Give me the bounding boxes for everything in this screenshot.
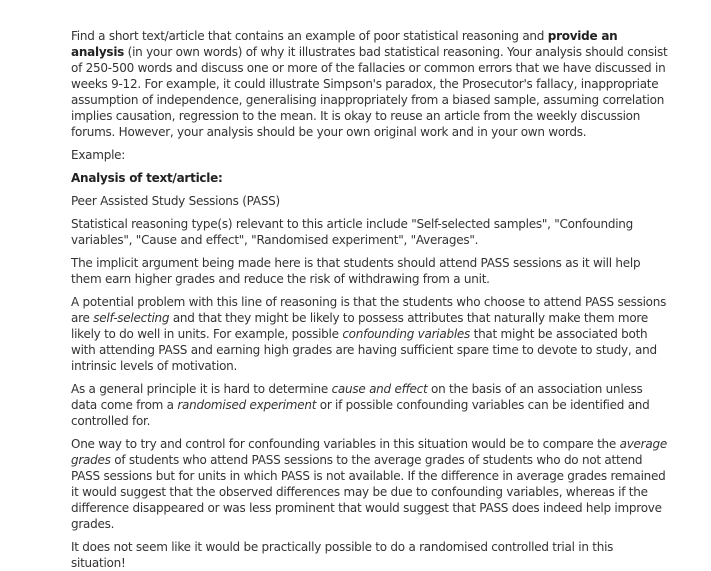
assignment-instructions bbox=[71, 28, 671, 140]
instructions-text-start: Find a short text/article that contains an example of poor statistical reasoning and bbox=[71, 29, 548, 43]
control-text-1: One way to try and control for confounding variables in this situation would be to compare the bbox=[71, 437, 620, 451]
instructions-text-end: (in your own words) of why it illustrates bad statistical reasoning. Your analysis should consist of 250-500 words and discuss one or more of the fallacies or common errors that we have discussed in weeks 9-12. For example, it could illustrate Simpson's paradox, the Prosecutor's fallacy, inappropriate assumption of independence, generalising inappropriately from a biased sample, assuming correlation implies causation, regression to the mean. It is okay to reuse an article from the weekly discussion forums. However, your analysis should be your own original work and in your own words. bbox=[71, 45, 668, 139]
problem-emphasis-1: self-selecting bbox=[93, 311, 170, 325]
problem-text-1: A potential problem with this line of reasoning is that the students who choose to attend PASS sessions are bbox=[71, 295, 667, 325]
analysis-subject: Peer Assisted Study Sessions (PASS) bbox=[71, 194, 280, 208]
problem-paragraph bbox=[71, 294, 671, 374]
conclusion-paragraph: It does not seem like it would be practically possible to do a randomised controlled trial in this situation! bbox=[71, 540, 614, 570]
problem-text-2: and that they might be likely to possess attributes that naturally make them more likely to do well in units. For example, possible bbox=[71, 311, 648, 341]
principle-text-2: on the basis of an association unless data come from a bbox=[71, 382, 643, 412]
document-content bbox=[71, 28, 671, 571]
principle-text-3: or if possible confounding variables can be identified and controlled for. bbox=[71, 398, 650, 428]
problem-text-3: that might be associated both with attending PASS and earning high grades are having sufficient spare time to devote to study, and intrinsic levels of motivation. bbox=[71, 327, 657, 373]
principle-text-1: As a general principle it is hard to determine bbox=[71, 382, 332, 396]
control-paragraph bbox=[71, 436, 671, 532]
example-label: Example: bbox=[71, 148, 126, 162]
reasoning-types-paragraph: Statistical reasoning type(s) relevant to this article include "Self-selected samples", "Confounding variables", "Cause and effect", "Randomised experiment", "Averages". bbox=[71, 217, 634, 247]
principle-paragraph bbox=[71, 381, 671, 429]
implicit-argument-paragraph: The implicit argument being made here is that students should attend PASS sessions as it will help them earn higher grades and reduce the risk of withdrawing from a unit. bbox=[71, 256, 641, 286]
problem-emphasis-2: confounding variables bbox=[342, 327, 471, 341]
analysis-heading: Analysis of text/article: bbox=[71, 171, 223, 185]
control-emphasis-1: average grades bbox=[71, 437, 667, 467]
instructions-emphasis: provide an analysis bbox=[71, 29, 618, 59]
principle-emphasis-2: randomised experiment bbox=[177, 398, 317, 412]
control-text-2: of students who attend PASS sessions to the average grades of students who do not attend PASS sessions but for units in which PASS is not available. If the difference in average grades remained it would suggest that the observed differences may be due to confounding variables, whereas if the difference disappeared or was less prominent that would suggest that PASS does indeed help improve grades. bbox=[71, 453, 666, 531]
principle-emphasis-1: cause and effect bbox=[331, 382, 428, 396]
